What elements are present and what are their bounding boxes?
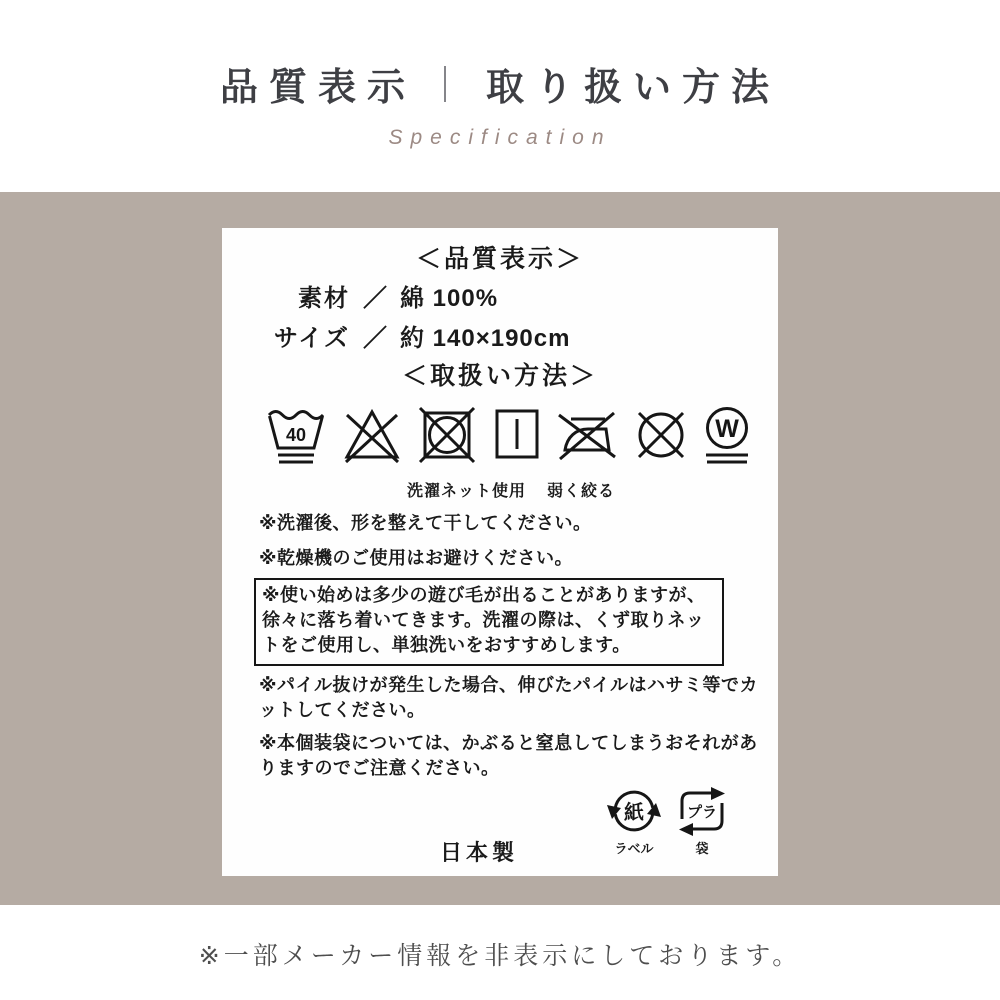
wring-weakly-caption: 弱く絞る [547, 483, 616, 500]
card-bottom-row [222, 780, 778, 876]
plastic-recycle-mark [674, 785, 730, 857]
do-not-dry-clean-icon [632, 404, 690, 466]
svg-text:プラ: プラ [686, 804, 718, 821]
spec-slash: ／ [363, 285, 387, 312]
care-symbol-captions [222, 478, 778, 500]
laundry-net-caption: 洗濯ネット使用 [407, 483, 527, 500]
footer-disclaimer: ※一部メーカー情報を非表示にしております。 [198, 942, 802, 970]
do-not-tumble-dry-icon [416, 404, 478, 466]
page-title [0, 0, 1000, 111]
note-avoid-dryer: ※乾燥機のご使用はお避けください。 [259, 548, 573, 568]
spec-row-size [222, 325, 778, 353]
country-of-origin: 日本製 [440, 840, 519, 865]
do-not-iron-icon [555, 404, 619, 466]
boxed-lint-note: ※使い始めは多少の遊び毛が出ることがありますが、徐々に落ち着いてきます。洗濯の際は、くず取りネットをご使用し、単独洗いをおすすめします。 [254, 578, 724, 666]
title-divider [444, 66, 446, 102]
spec-value: 約 140×190cm [400, 325, 571, 352]
care-label-card [222, 228, 778, 876]
paper-recycle-mark [606, 785, 662, 857]
care-symbols-row [265, 404, 752, 466]
beige-band [0, 192, 1000, 905]
spec-value: 綿 100% [400, 285, 499, 312]
page-header [0, 0, 1000, 192]
spec-label: 素材 [298, 285, 350, 312]
wash-40-gentle-icon [265, 404, 327, 466]
plastic-mark-caption: 袋 [695, 841, 709, 856]
title-left: 品質表示 [219, 67, 416, 109]
spec-row-material [222, 285, 778, 313]
gentle-wet-clean-icon [702, 404, 752, 466]
handling-section-heading: ＜取扱い方法＞ [401, 362, 598, 390]
paper-mark-caption: ラベル [614, 841, 654, 856]
do-not-bleach-icon [340, 404, 404, 466]
quality-section-heading: ＜品質表示＞ [415, 245, 584, 273]
svg-text:40: 40 [285, 425, 307, 445]
line-dry-icon [491, 404, 543, 466]
spec-label: サイズ [273, 325, 350, 352]
spec-slash: ／ [363, 325, 387, 352]
page-subtitle: Specification [388, 126, 612, 149]
note-dry-after-wash: ※洗濯後、形を整えて干してください。 [259, 513, 592, 533]
title-right: 取り扱い方法 [486, 67, 781, 109]
note-bag-suffocation: ※本個装袋については、かぶると窒息してしまうおそれがありますのでご注意ください。 [259, 733, 758, 778]
note-pile-cut: ※パイル抜けが発生した場合、伸びたパイルはハサミ等でカットしてください。 [259, 675, 758, 720]
svg-text:W: W [715, 415, 739, 443]
recycle-marks [606, 785, 730, 857]
svg-text:紙: 紙 [624, 802, 644, 824]
